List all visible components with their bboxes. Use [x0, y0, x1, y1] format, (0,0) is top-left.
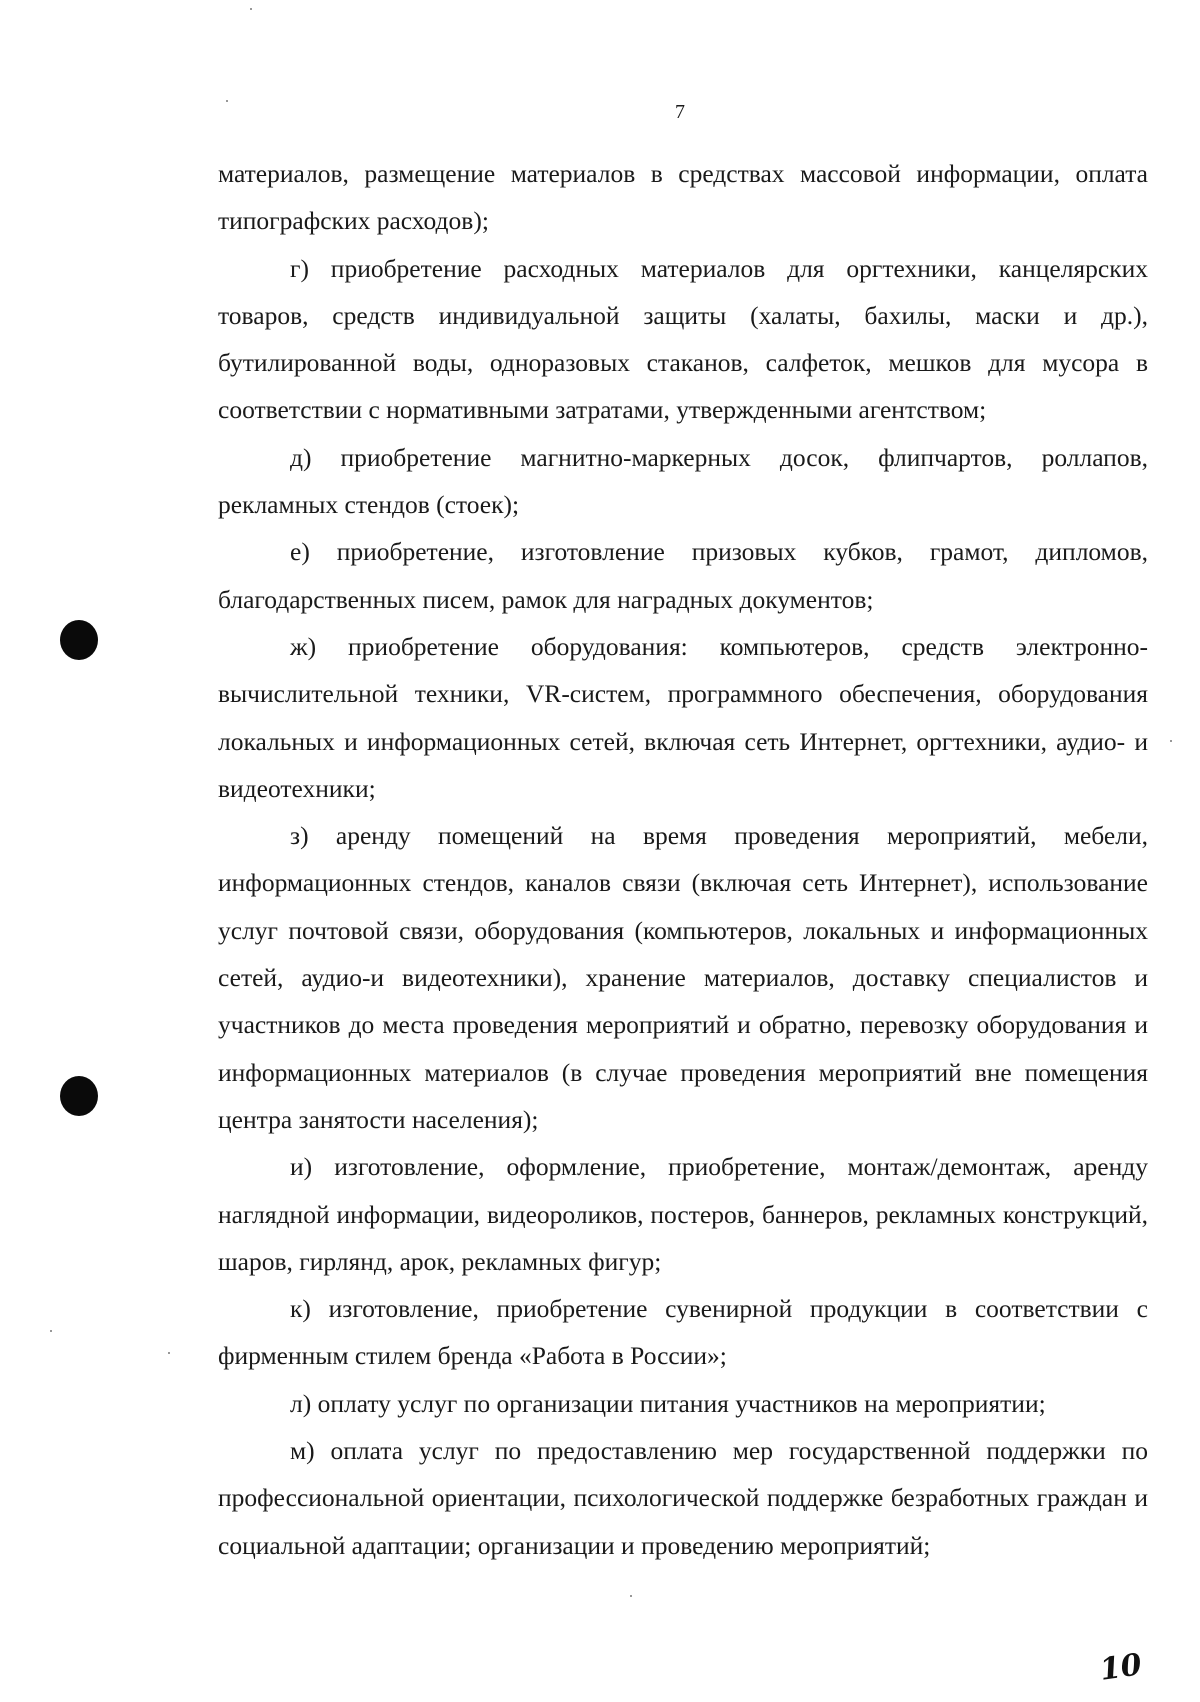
- scan-speck: [226, 100, 228, 102]
- paragraph-item-zh: ж) приобретение оборудования: компьютеров, средств электронно-вычислительной техники, VR-систем, программного обеспечения, оборудования локальных и информационных сетей, включая сеть Интернет, оргтехники, аудио- и видеотехники;: [218, 631, 1148, 803]
- paragraph-item-e: е) приобретение, изготовление призовых кубков, грамот, дипломов, благодарственных писем, рамок для наградных документов;: [218, 537, 1148, 614]
- scan-speck: [630, 1595, 632, 1597]
- scan-speck: [168, 1352, 170, 1354]
- punch-hole-mark: [60, 620, 98, 660]
- scan-speck: [50, 1330, 52, 1332]
- paragraph-item-g: г) приобретение расходных материалов для оргтехники, канцелярских товаров, средств индивидуальной защиты (халаты, бахилы, маски и др.), бутилированной воды, одноразовых стаканов, салфеток, мешков для мусора в соответствии с нормативными затратами, утвержденными агентством;: [218, 253, 1148, 425]
- scan-speck: [250, 8, 252, 10]
- handwritten-sheet-number: 10: [1097, 1647, 1145, 1688]
- punch-hole-mark: [60, 1076, 98, 1116]
- page-number: 7: [675, 101, 685, 123]
- paragraph-item-z: з) аренду помещений на время проведения мероприятий, мебели, информационных стендов, каналов связи (включая сеть Интернет), использование услуг почтовой связи, оборудования (компьютеров, локальных и информационных сетей, аудио-и видеотехники), хранение материалов, доставку специалистов и участников до места проведения мероприятий и обратно, перевозку оборудования и информационных материалов (в случае проведения мероприятий вне помещения центра занятости населения);: [218, 821, 1148, 1134]
- document-body: [218, 150, 1148, 1569]
- paragraph-item-l: л) оплату услуг по организации питания участников на мероприятии;: [290, 1388, 1046, 1418]
- paragraph-item-m: м) оплата услуг по предоставлению мер государственной поддержки по профессиональной ориентации, психологической поддержке безработных граждан и социальной адаптации; организации и проведению мероприятий;: [218, 1436, 1148, 1560]
- paragraph-item-k: к) изготовление, приобретение сувенирной продукции в соответствии с фирменным стилем бренда «Работа в России»;: [218, 1294, 1148, 1371]
- paragraph-item-i: и) изготовление, оформление, приобретение, монтаж/демонтаж, аренду наглядной информации, видеороликов, постеров, баннеров, рекламных конструкций, шаров, гирлянд, арок, рекламных фигур;: [218, 1152, 1148, 1276]
- paragraph-item-d: д) приобретение магнитно-маркерных досок, флипчартов, роллапов, рекламных стендов (стоек);: [218, 442, 1148, 520]
- scan-speck: [1170, 740, 1172, 742]
- paragraph-continuation: материалов, размещение материалов в средствах массовой информации, оплата типографских расходов);: [218, 159, 1148, 236]
